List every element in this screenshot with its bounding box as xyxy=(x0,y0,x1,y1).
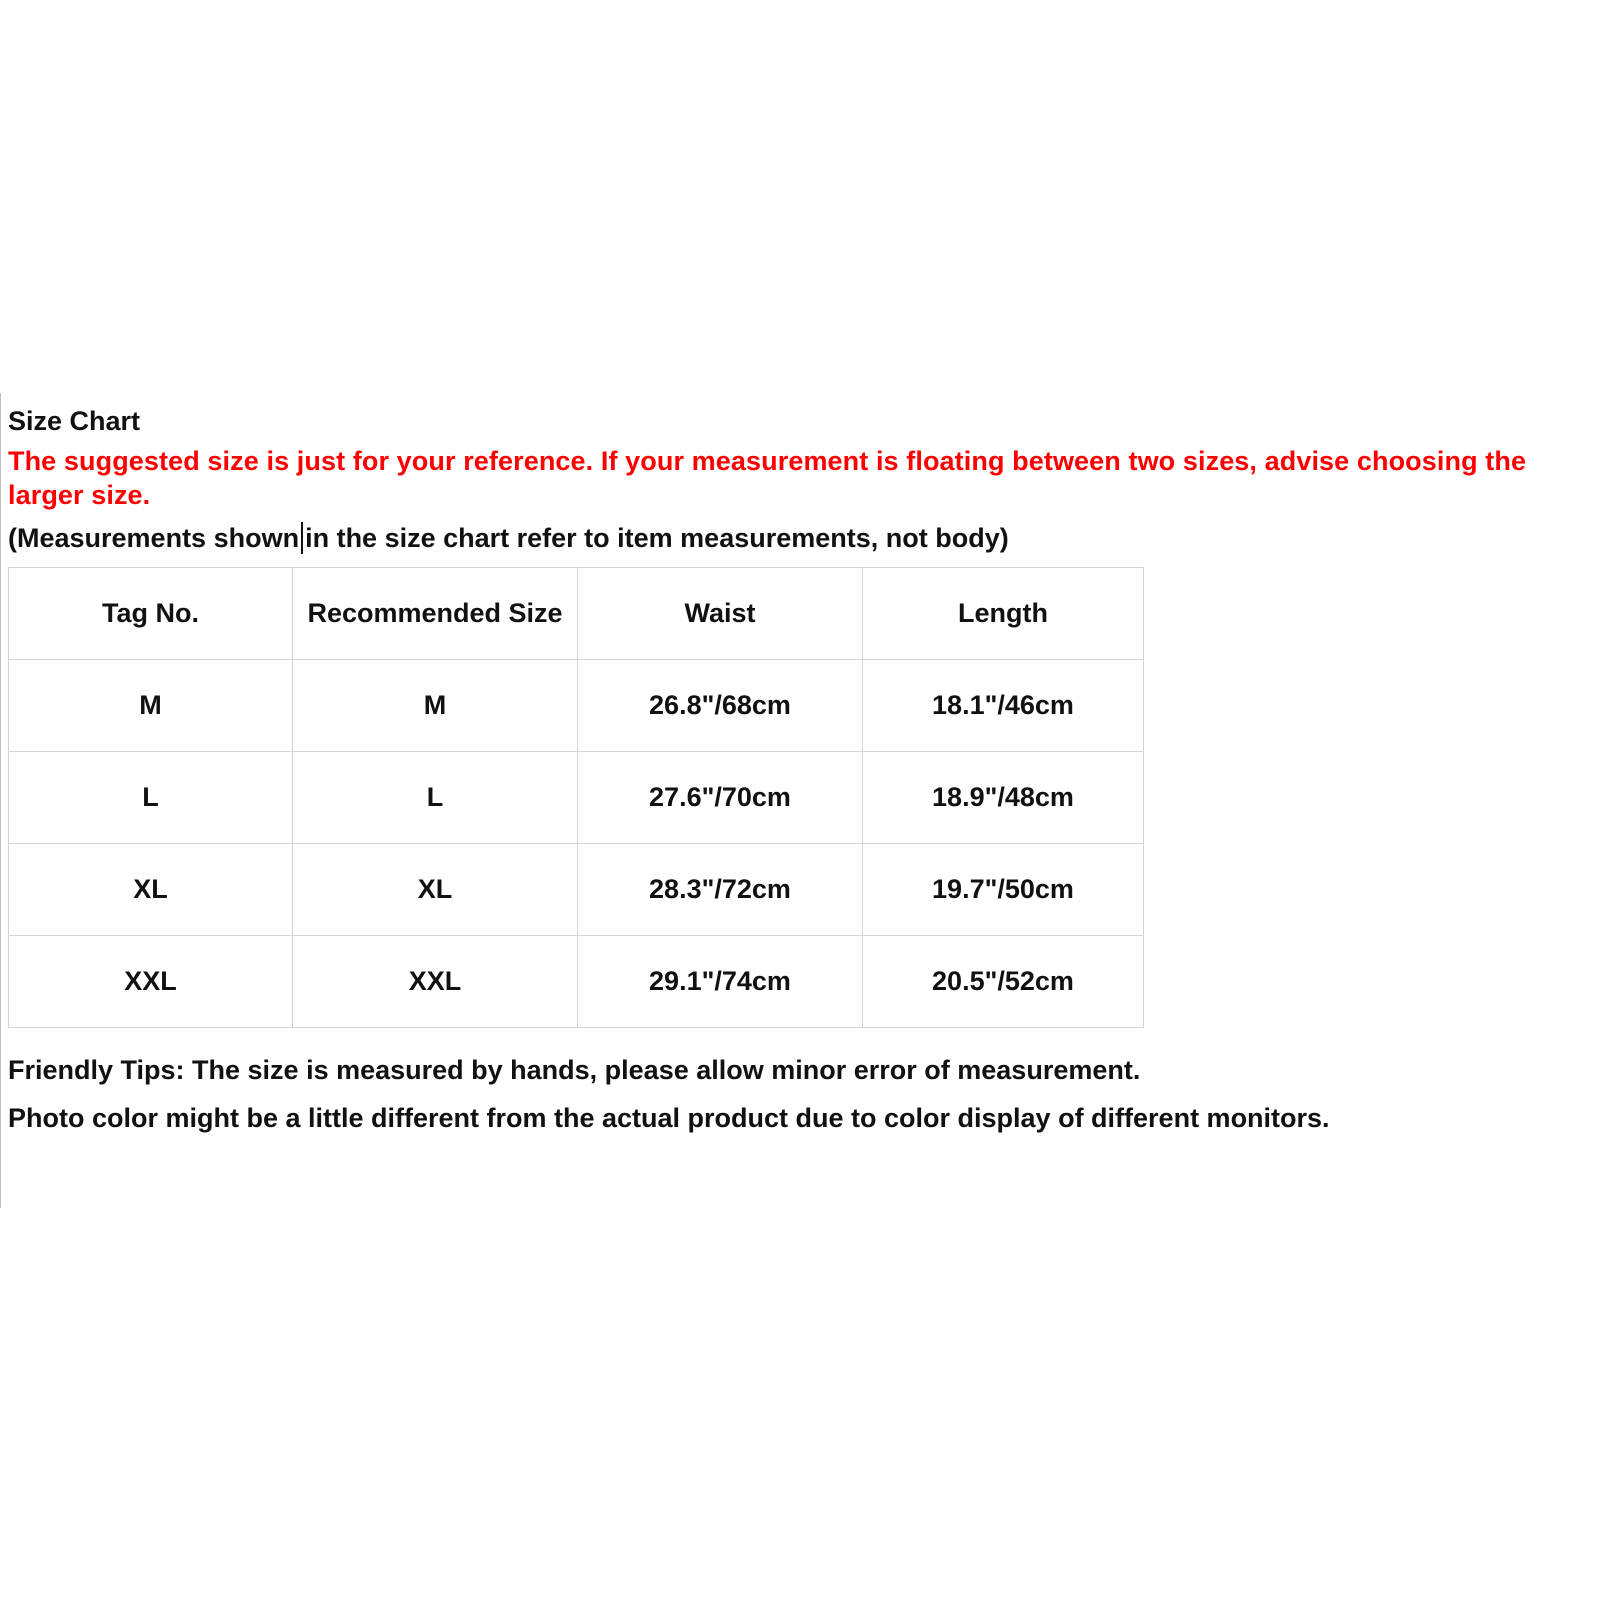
cell-tag-no: L xyxy=(9,752,293,844)
table-header-row xyxy=(9,568,1144,660)
cell-length: 19.7"/50cm xyxy=(863,844,1144,936)
cell-length: 18.9"/48cm xyxy=(863,752,1144,844)
table-row xyxy=(9,936,1144,1028)
table-row xyxy=(9,844,1144,936)
cell-tag-no: XXL xyxy=(9,936,293,1028)
table-row xyxy=(9,752,1144,844)
header-length: Length xyxy=(863,568,1144,660)
cell-length: 20.5"/52cm xyxy=(863,936,1144,1028)
cell-waist: 26.8"/68cm xyxy=(578,660,863,752)
cell-recommended-size: XXL xyxy=(293,936,578,1028)
cell-tag-no: M xyxy=(9,660,293,752)
text-cursor xyxy=(301,522,303,554)
header-tag-no: Tag No. xyxy=(9,568,293,660)
cell-waist: 29.1"/74cm xyxy=(578,936,863,1028)
size-table xyxy=(8,567,1144,1028)
cell-recommended-size: M xyxy=(293,660,578,752)
cell-tag-no: XL xyxy=(9,844,293,936)
left-border-line xyxy=(0,393,1,1208)
size-notice: The suggested size is just for your reference. If your measurement is floating between two sizes, advise choosing the larger size. xyxy=(8,446,1527,510)
cell-recommended-size: XL xyxy=(293,844,578,936)
cell-recommended-size: L xyxy=(293,752,578,844)
header-waist: Waist xyxy=(578,568,863,660)
measurement-note xyxy=(8,515,1600,561)
friendly-tips: Friendly Tips: The size is measured by hands, please allow minor error of measurement. xyxy=(8,1055,1141,1085)
table-row xyxy=(9,660,1144,752)
header-recommended-size: Recommended Size xyxy=(293,568,578,660)
size-chart-document xyxy=(8,398,1600,1142)
cell-length: 18.1"/46cm xyxy=(863,660,1144,752)
page-title: Size Chart xyxy=(8,406,141,436)
cell-waist: 28.3"/72cm xyxy=(578,844,863,936)
cell-waist: 27.6"/70cm xyxy=(578,752,863,844)
measurement-note-part1: (Measurements shown xyxy=(8,523,300,553)
measurement-note-part2: in the size chart refer to item measurements, not body) xyxy=(305,523,1009,553)
color-disclaimer: Photo color might be a little different from the actual product due to color display of different monitors. xyxy=(8,1103,1330,1133)
